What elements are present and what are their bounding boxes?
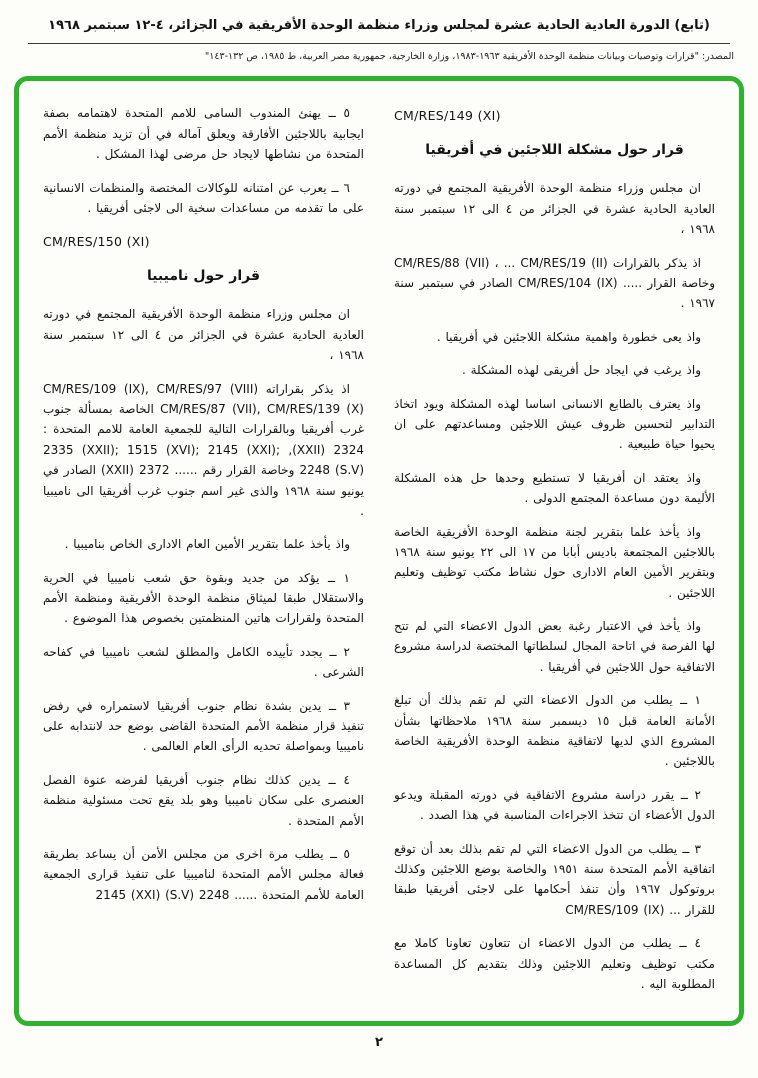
source-line: المصدر: "قرارات وتوصيات وبيانات منظمة الوحدة الأفريقية ١٩٦٣-١٩٨٣، وزارة الخارجية، جمهورية مصر العربية، ط ١٩٨٥، ص ١٣٢-١٤٣" — [204, 51, 734, 63]
page-number: ٢ — [375, 1035, 383, 1051]
paragraph: ٢ ــ يجدد تأييده الكامل والمطلق لشعب ناميبيا في كفاحه الشرعى . — [43, 644, 364, 680]
header-title: (تابع) الدورة العادية الحادية عشرة لمجلس وزراء منظمة الوحدة الأفريقية في الجزائر، ٤-١٢ سبتمبر ١٩٦٨ — [48, 18, 710, 33]
paragraph: اذ يذكر بالقرارات CM/RES/88 (VII) ، ... CM/RES/19 (II) وخاصة القرار ..... CM/RES/104 (IX) الصادر في سبتمبر سنة ١٩٦٧ . — [394, 255, 715, 311]
paragraph: ان مجلس وزراء منظمة الوحدة الأفريقية المجتمع في دورته العادية الحادية عشرة في الجزائر من ٤ الى ١٢ سبتمبر سنة ١٩٦٨ ، — [394, 181, 716, 237]
page-header — [14, 14, 744, 64]
paragraph: ٢ ــ يقرر دراسة مشروع الاتفاقية في دورته المقبلة ويدعو الدول الأعضاء ان تتخذ الاجراءات المناسبة في هذا الصدد . — [394, 787, 715, 823]
two-column-layout — [43, 103, 715, 1007]
refugees-paragraphs — [394, 178, 715, 994]
paragraph: واذ يأخذ علما بتقرير لجنة منظمة الوحدة الأفريقية الخاصة باللاجئين المجتمعة باديس أبابا من ١٧ الى ٢٢ يونيو سنة ١٩٦٨ وبتقرير الأمين العام الادارى حول نشاط مكتب توظيف وتعليم اللاجئين . — [394, 524, 715, 600]
column-left-namibia — [43, 103, 364, 1007]
paragraph: ٥ ــ يطلب مرة اخرى من مجلس الأمن أن يساعد بطريقة فعالة مجلس الأمم المتحدة لناميبيا على تنفيذ قرارى الجمعية العامة للأمم المتحدة ...... 2248 (S.V) 2145 (XXI) — [43, 846, 364, 902]
paragraph: واذ يأخذ علما بتقرير الأمين العام الادارى الخاص بناميبيا . — [64, 537, 350, 552]
paragraph: ٥ ــ يهنئ المندوب السامى للامم المتحدة لاهتمامه بصفة ايجابية باللاجئين الأفارقة ويعلق آماله في أن تزيد منظمة الأمم المتحدة من نشاطها لايجاد حل مرضى لهذا المشكل . — [43, 106, 364, 162]
paragraph: ان مجلس وزراء منظمة الوحدة الأفريقية المجتمع في دورته العادية الحادية عشرة في الجزائر من ٤ الى ١٢ سبتمبر سنة ١٩٦٨ ، — [43, 307, 365, 363]
paragraph: واذ يرغب في ايجاد حل أفريقى لهذه المشكلة . — [461, 363, 701, 378]
paragraph: واذ يأخذ في الاعتبار رغبة بعض الدول الاعضاء التي لم تتح لها الفرصة في اتاحة المجال لسلطاتها المختصة لدراسة مشروع الاتفاقية حول اللاجئين في أفريقيا . — [394, 619, 715, 674]
resolution-code-refugees: CM/RES/149 (XI) — [394, 108, 501, 124]
paragraph: ١ ــ يطلب من الدول الاعضاء التي لم تقم بذلك أن تبلغ الأمانة العامة قبل ١٥ ديسمبر سنة ١٩٦٨ ملاحظاتها بشأن المشروع الذي لديها لاتفاقية منظمة الوحدة الأفريقية الخاصة باللاجئين . — [394, 693, 715, 769]
paragraph: واذ يعترف بالطابع الانسانى اساسا لهذه المشكلة ويود اتخاذ التدابير لتحسين ظروف عيش اللاجئين ومساعدتهم على ان يحيوا حياة طبيعية . — [394, 396, 715, 452]
resolution-code-namibia: CM/RES/150 (XI) — [43, 234, 150, 250]
header-divider — [28, 43, 730, 44]
resolution-title-namibia: قرار حول ناميبيا — [146, 267, 261, 284]
paragraph: واذ يعى خطورة واهمية مشكلة اللاجئين في أفريقيا . — [436, 329, 701, 344]
paragraph: ١ ــ يؤكد من جديد وبقوة حق شعب ناميبيا في الحرية والاستقلال طبقا لميثاق منظمة الوحدة الأفريقية ومنظمة الأمم المتحدة ولقرارات هاتين المنظمتين بخصوص هذا الموضوع . — [43, 570, 364, 626]
paragraph: اذ يذكر بقراراته CM/RES/109 (IX), CM/RES/97 (VIII) CM/RES/87 (VII), CM/RES/139 (X) الخاصة بمسألة جنوب غرب أفريقيا وبالقرارات التالية للجمعية العامة للامم المتحدة : 2324 (XXII), 2335 (XXII); 1515 (XVI); 2145 (XXI); 2248 (S.V) وخاصة القرار رقم ...... 2372 (XXII) الصادر في يونيو سنة ١٩٦٨ والذى غير اسم جنوب غرب أفريقيا الى ناميبيا . — [43, 381, 365, 518]
green-border-frame — [14, 76, 744, 1026]
namibia-paragraphs — [43, 304, 364, 905]
paragraph: ٤ ــ يدين كذلك نظام جنوب أفريقيا لفرضه عنوة الفصل العنصرى على سكان ناميبيا وهو بلد يقع تحت مسئولية منظمة الأمم المتحدة . — [43, 772, 364, 828]
paragraph: ٣ ــ يدين بشدة نظام جنوب أفريقيا لاستمراره في رفض تنفيذ قرار منظمة الأمم المتحدة القاضى بوضع حد لانتدابه على ناميبيا وبمواصلة تحديه الرأى العام العالمى . — [43, 698, 364, 754]
paragraph: واذ يعتقد ان أفريقيا لا تستطيع وحدها حل هذه المشكلة الأليمة دون مساعدة المجتمع الدولى . — [394, 470, 715, 506]
column-right-refugees — [394, 103, 715, 1007]
refugees-continuation-paragraphs — [43, 103, 364, 218]
paragraph: ٤ ــ يطلب من الدول الاعضاء ان تتعاون تعاونا كاملا مع مكتب توظيف وتعليم اللاجئين وذلك بتقديم كل المساعدة المطلوبة اليه . — [394, 936, 715, 991]
paragraph: ٦ ــ يعرب عن امتنانه للوكالات المختصة والمنظمات الانسانية على ما تقدمه من مساعدات سخية الى لاجئى أفريقيا . — [43, 180, 364, 215]
paragraph: ٣ ــ يطلب من الدول الاعضاء التي لم تقم بذلك بعد أن توقع اتفاقية الأمم المتحدة سنة ١٩٥١ والخاصة بوضع اللاجئين وكذلك بروتوكول ١٩٦٧ وأن تنفذ أحكامها على لاجئى أفريقيا طبقا للقرار ... CM/RES/109 (IX) — [394, 841, 715, 917]
resolution-title-refugees: قرار حول مشكلة اللاجئين في أفريقيا — [425, 141, 684, 158]
